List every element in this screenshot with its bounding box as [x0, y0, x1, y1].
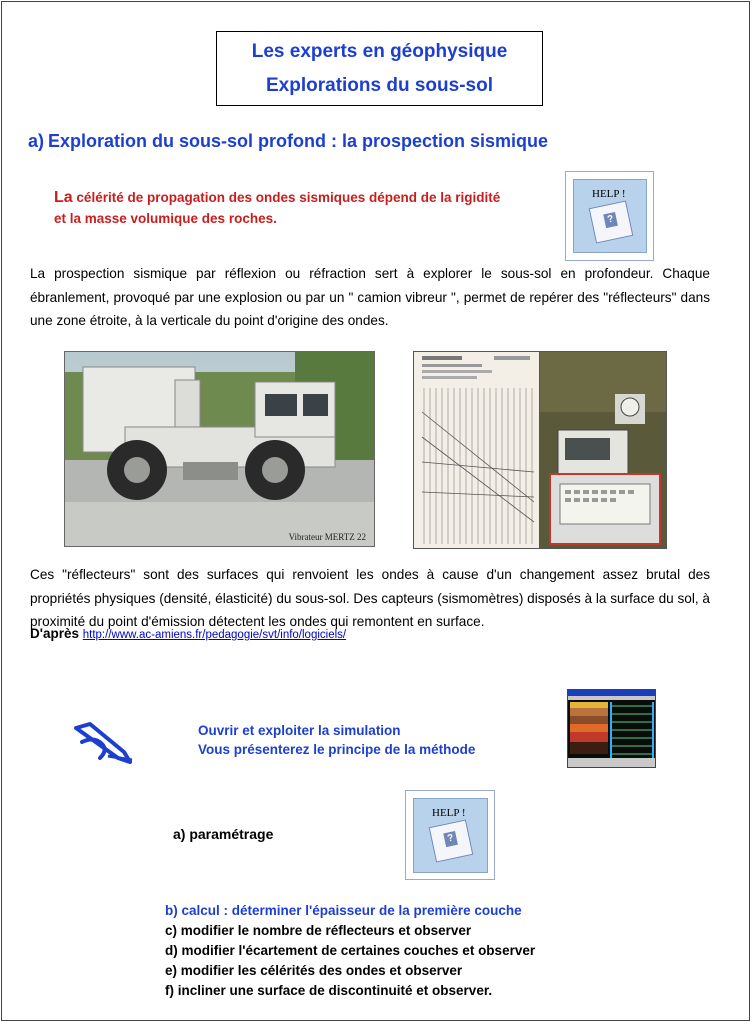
intro-paragraph: La prospection sismique par réflexion ou réfraction sert à explorer le sous-sol en profondeur. Chaque ébranlement, provoqué par une explosion ou par un " camion vibreur ", permet de repérer des "réflecteurs" dans une zone étroite, à la verticale du point d'origine des ondes.: [30, 266, 710, 328]
task-item: b) calcul : déterminer l'épaisseur de la première couche: [165, 903, 522, 918]
section-heading: [28, 131, 548, 152]
pencil-hand-icon: [72, 718, 136, 766]
source-label: D'après: [30, 626, 79, 641]
seismogram-image: [413, 351, 540, 549]
key-sentence: [54, 187, 554, 229]
help-icon: ?: [589, 200, 634, 243]
title-line-1: Les experts en géophysique: [251, 41, 508, 62]
help-icon-2: ?: [429, 819, 474, 862]
seismometer-equipment-photo: [539, 351, 667, 549]
key-sentence-line-2: et la masse volumique des roches.: [54, 211, 277, 226]
reflectors-paragraph: Ces "réflecteurs" sont des surfaces qui renvoient les ondes à cause d'un changement assez brutal des propriétés physiques (densité, élasticité) du sous-sol. Des capteurs (sismomètres) disposés à la surface du sol, à proximité du point d'émission détectent les ondes qui remontent en surface.: [30, 567, 710, 629]
key-sentence-first-word: La: [54, 189, 73, 206]
key-sentence-line-1: célérité de propagation des ondes sismiques dépend de la rigidité: [72, 190, 501, 205]
help-label-2: HELP !: [432, 807, 466, 819]
instruction-line-1: Ouvrir et exploiter la simulation: [198, 723, 401, 738]
help-button-1[interactable]: [565, 171, 654, 261]
vibrator-truck-photo: [64, 351, 375, 547]
photo-caption: Vibrateur MERTZ 22: [288, 532, 366, 542]
help-label: HELP !: [592, 188, 626, 200]
task-item: e) modifier les célérités des ondes et observer: [165, 963, 463, 978]
source-line: [30, 626, 346, 641]
task-item: c) modifier le nombre de réflecteurs et observer: [165, 923, 472, 938]
help-button-2[interactable]: [405, 790, 495, 880]
task-list: [165, 901, 535, 1001]
simulation-instructions: [198, 721, 475, 759]
section-title: Exploration du sous-sol profond : la prospection sismique: [48, 131, 549, 151]
title-box: [216, 31, 543, 106]
parametrage-label: a) paramétrage: [173, 826, 274, 842]
simulation-screenshot-thumbnail[interactable]: [567, 689, 656, 768]
source-link[interactable]: http://www.ac-amiens.fr/pedagogie/svt/info/logiciels/: [82, 629, 347, 641]
instruction-line-2: Vous présenterez le principe de la méthode: [198, 742, 476, 757]
task-item: f) incliner une surface de discontinuité et observer.: [165, 983, 493, 998]
task-item: d) modifier l'écartement de certaines couches et observer: [165, 943, 536, 958]
title-line-2: Explorations du sous-sol: [266, 75, 493, 96]
section-number: a): [28, 131, 45, 151]
